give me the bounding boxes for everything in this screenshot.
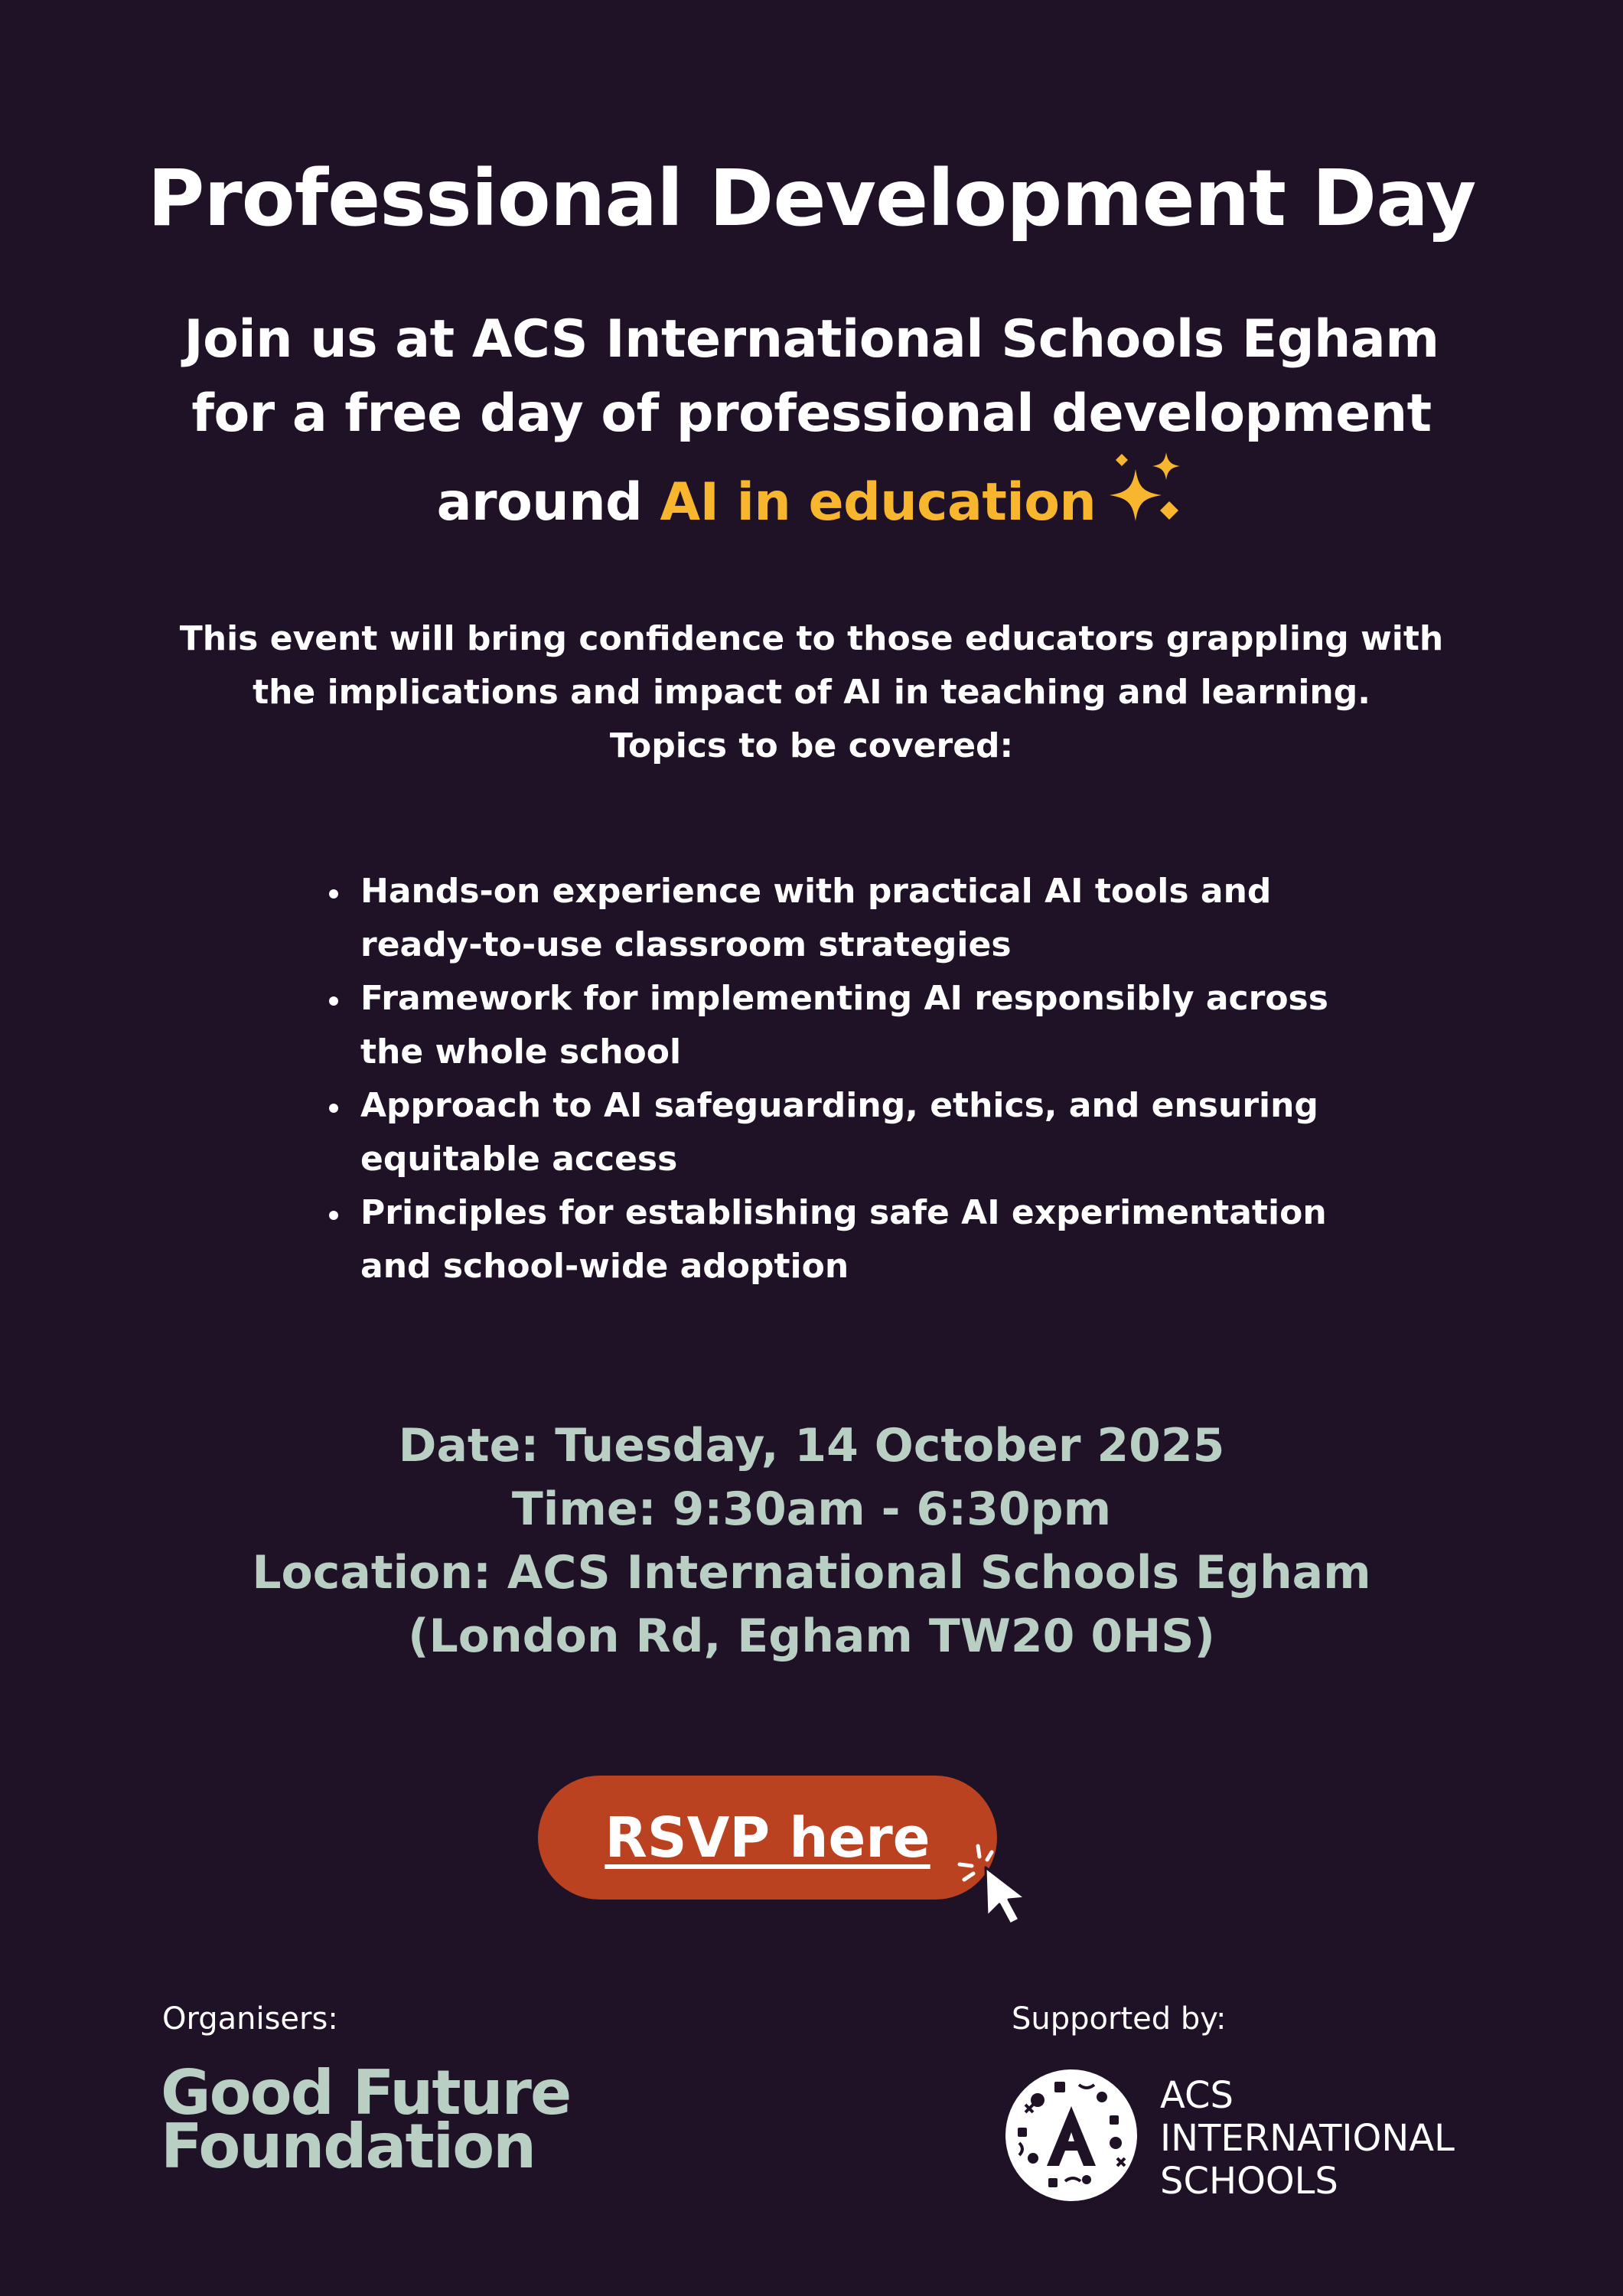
subtitle-prefix: around [436, 472, 643, 533]
event-date: Date: Tuesday, 14 October 2025 [398, 1419, 1225, 1473]
list-item [321, 1079, 1393, 1186]
topic-line: equitable access [360, 1140, 678, 1179]
bullet-icon [329, 889, 338, 899]
logo-text-line: Good Future [161, 2057, 571, 2128]
list-item [321, 865, 1393, 972]
subtitle [0, 302, 1623, 550]
acs-logo-text [1160, 2074, 1455, 2203]
sparkles-icon [1106, 451, 1186, 550]
rsvp-button[interactable]: RSVP here [538, 1776, 997, 1900]
subtitle-line [0, 451, 1623, 550]
intro-line: the implications and impact of AI in teaching and learning. [253, 673, 1370, 712]
list-item [321, 1186, 1393, 1293]
logo-text-line: ACS [1160, 2074, 1234, 2117]
bullet-icon [329, 996, 338, 1006]
cursor-click-icon [955, 1837, 1047, 1932]
good-future-foundation-logo [161, 2057, 571, 2182]
intro-text [0, 612, 1623, 773]
bullet-icon [329, 1211, 338, 1220]
topic-line: ready-to-use classroom strategies [360, 925, 1012, 964]
intro-line: Topics to be covered: [609, 726, 1014, 765]
topic-line: Framework for implementing AI responsibly across [360, 979, 1328, 1018]
event-time: Time: 9:30am - 6:30pm [511, 1482, 1112, 1536]
event-details [0, 1414, 1623, 1668]
subtitle-line: Join us at ACS International Schools Egham [184, 309, 1439, 370]
event-address: (London Rd, Egham TW20 0HS) [408, 1609, 1215, 1663]
organisers-label: Organisers: [162, 2001, 338, 2037]
topic-line: Hands-on experience with practical AI tools and [360, 872, 1272, 911]
supported-by-label: Supported by: [1012, 2001, 1227, 2037]
logo-text-line: INTERNATIONAL [1160, 2117, 1455, 2160]
subtitle-line: for a free day of professional development [191, 383, 1432, 444]
intro-line: This event will bring confidence to those educators grappling with [179, 619, 1444, 658]
bullet-icon [329, 1104, 338, 1113]
page-title: Professional Development Day [147, 153, 1476, 244]
topic-line: Approach to AI safeguarding, ethics, and ensuring [360, 1086, 1318, 1125]
topic-line: the whole school [360, 1032, 682, 1071]
list-item [321, 972, 1393, 1079]
event-location: Location: ACS International Schools Egham [252, 1546, 1371, 1600]
topic-line: Principles for establishing safe AI experimentation [360, 1193, 1327, 1232]
topic-line: and school-wide adoption [360, 1247, 849, 1286]
logo-text-line: SCHOOLS [1160, 2160, 1338, 2203]
subtitle-highlight: AI in education [660, 472, 1097, 533]
topics-list [321, 865, 1393, 1293]
acs-logo-emblem [1002, 2066, 1140, 2207]
logo-text-line: Foundation [161, 2111, 536, 2182]
